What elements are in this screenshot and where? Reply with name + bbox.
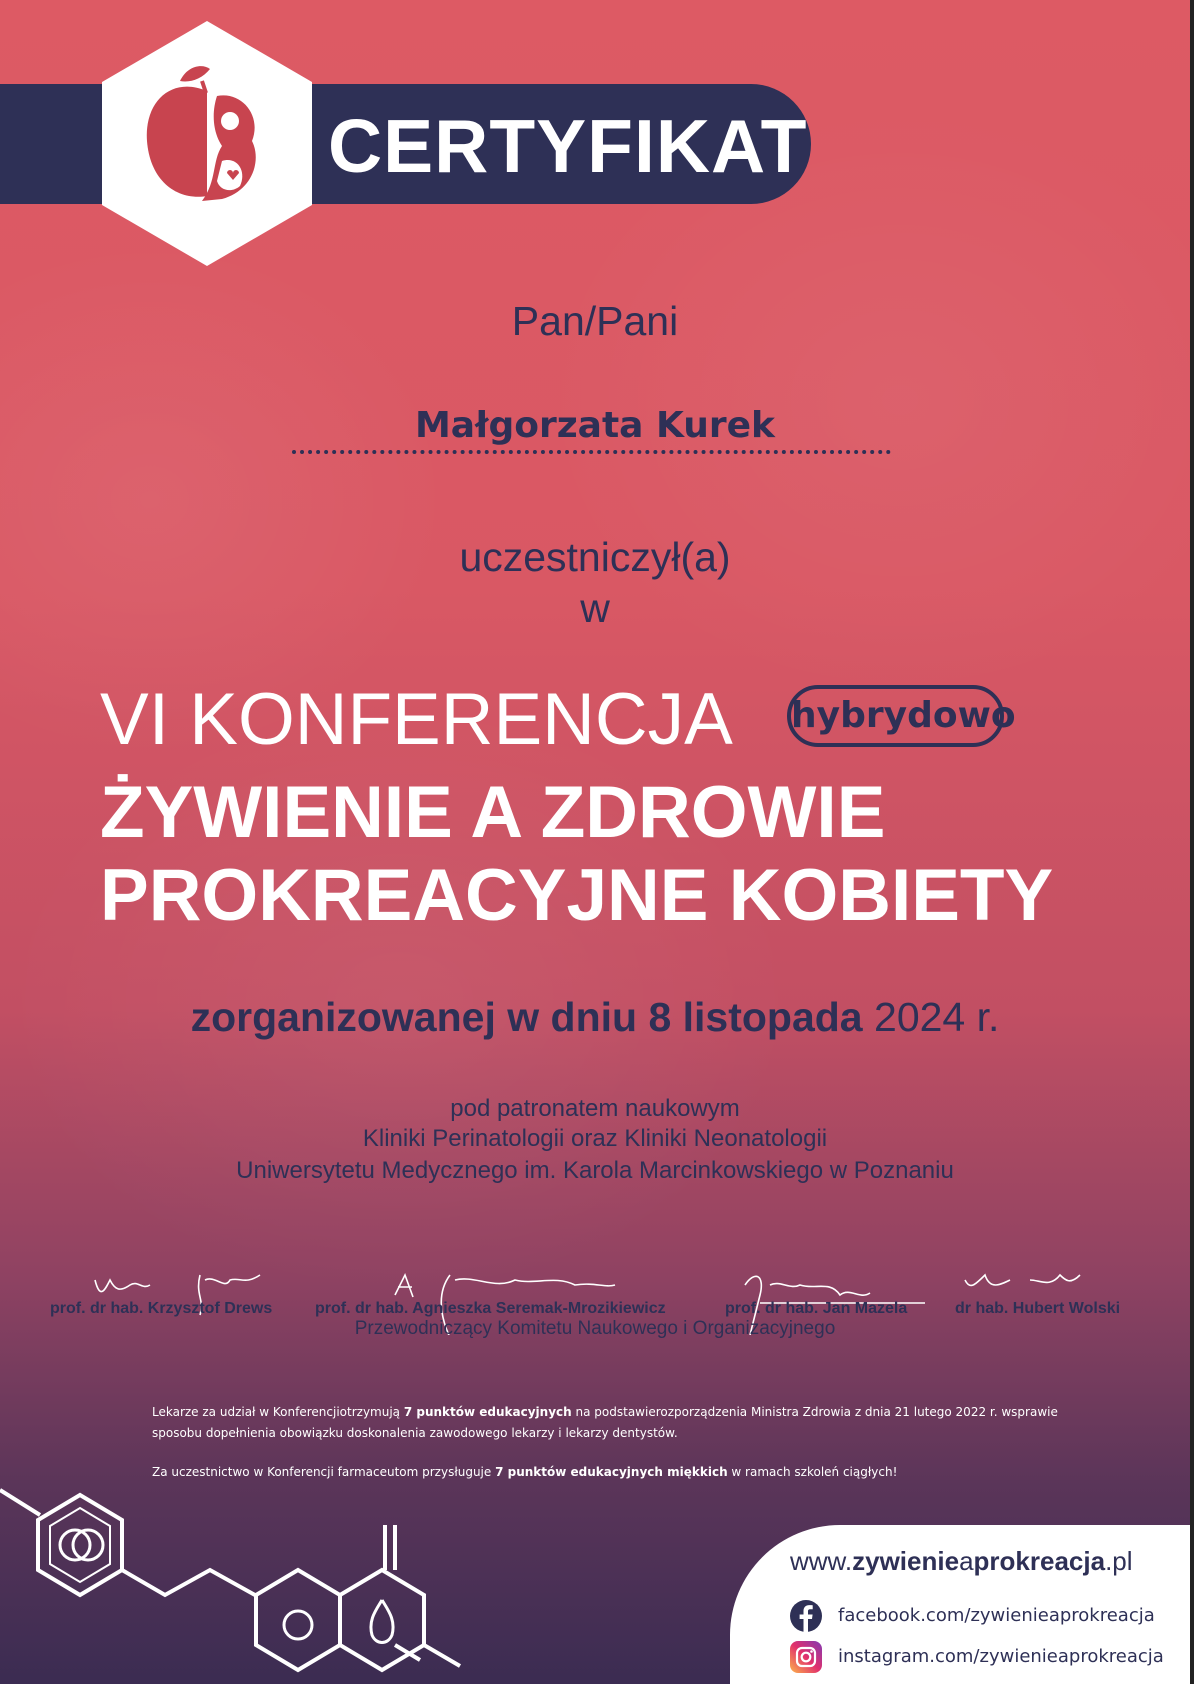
recipient-name: Małgorzata Kurek bbox=[414, 405, 776, 446]
signatory-3: prof. dr hab. Jan Mazela bbox=[725, 1300, 908, 1317]
facebook-icon bbox=[790, 1600, 822, 1632]
patronage-line1: pod patronatem naukowym bbox=[450, 1095, 740, 1122]
conference-title-line2: PROKREACYJNE KOBIETY bbox=[100, 855, 1054, 936]
chair-role: Przewodniczący Komitetu Naukowego i Organizacyjnego bbox=[354, 1318, 836, 1339]
patronage-line2: Kliniki Perinatologii oraz Kliniki Neonatologii bbox=[362, 1125, 828, 1152]
doctors-points-note bbox=[152, 1402, 1102, 1444]
date-bold: zorganizowanej w dniu 8 listopada bbox=[190, 994, 863, 1040]
note-text: na podstawierozporządzenia Ministra Zdrowia z dnia 21 lutego 2022 r. wsprawie bbox=[571, 1405, 1058, 1419]
note-text: Lekarze za udział w Konferencjiotrzymują bbox=[152, 1405, 404, 1419]
instagram-url: instagram.com/zywienieaprokreacja bbox=[838, 1646, 1164, 1667]
signatory-4: dr hab. Hubert Wolski bbox=[955, 1300, 1121, 1317]
www-prefix: www. bbox=[790, 1546, 853, 1576]
www-part: a bbox=[959, 1546, 974, 1576]
signatures-row bbox=[0, 1265, 1190, 1315]
certificate-title: CERTYFIKAT bbox=[328, 104, 808, 188]
facebook-link[interactable] bbox=[790, 1600, 1155, 1632]
facebook-url: facebook.com/zywienieaprokreacja bbox=[838, 1605, 1155, 1626]
salutation: Pan/Pani bbox=[511, 298, 679, 344]
date-year: 2024 r. bbox=[874, 994, 1000, 1040]
note-text: Za uczestnictwo w Konferencji farmaceutom przysługuje bbox=[152, 1465, 496, 1479]
www-part: prokreacja bbox=[973, 1546, 1106, 1576]
molecule-decoration-icon bbox=[0, 1470, 480, 1684]
note-bold: 7 punktów edukacyjnych bbox=[403, 1405, 572, 1419]
name-dotted-line bbox=[292, 450, 891, 454]
www-suffix: .pl bbox=[1105, 1546, 1133, 1576]
signatory-1: prof. dr hab. Krzysztof Drews bbox=[50, 1300, 273, 1317]
note-text: w ramach szkoleń ciągłych! bbox=[727, 1465, 898, 1479]
conference-number: VI KONFERENCJA bbox=[100, 679, 733, 760]
www-part: zywienie bbox=[852, 1546, 960, 1576]
note-bold: 7 punktów edukacyjnych miękkich bbox=[495, 1465, 728, 1479]
participation-preposition: w bbox=[580, 585, 610, 631]
hybrid-badge: hybrydowo bbox=[787, 685, 1004, 747]
participation-text: uczestniczył(a) bbox=[459, 534, 731, 580]
logo-hexagon bbox=[102, 21, 312, 266]
instagram-link[interactable] bbox=[790, 1641, 1164, 1673]
conference-title-line1: ŻYWIENIE A ZDROWIE bbox=[100, 772, 886, 853]
signatory-2: prof. dr hab. Agnieszka Seremak-Mrozikiewicz bbox=[315, 1300, 666, 1317]
website-link[interactable] bbox=[790, 1546, 1133, 1577]
conference-date bbox=[0, 994, 1190, 1041]
note-text: sposobu dopełnienia obowiązku doskonalenia zawodowego lekarzy i lekarzy dentystów. bbox=[152, 1426, 678, 1440]
patronage-line3: Uniwersytetu Medycznego im. Karola Marcinkowskiego w Poznaniu bbox=[236, 1157, 954, 1184]
instagram-icon bbox=[790, 1641, 822, 1673]
